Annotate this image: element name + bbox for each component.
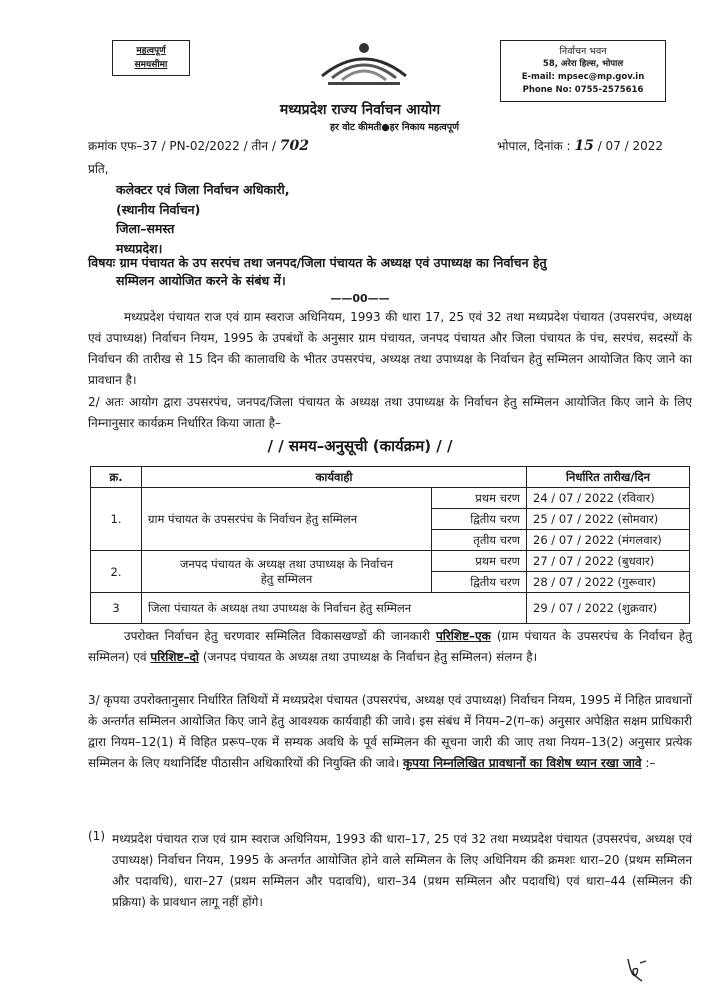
row2-no: 2. <box>91 551 142 593</box>
paragraph-1: मध्यप्रदेश पंचायत राज एवं ग्राम स्वराज अधिनियम, 1993 की धारा 17, 25 एवं 32 तथा मध्यप्रदेश पंचायत (उपसरपंच, अध्यक्ष एवं उपाध्यक्ष) निर्वाचन नियम, 1995 के उपबंधों के अनुसार ग्राम पंचायत, जनपद पंचायत और जिला पंचायत के पंच, सरपंच, सदस्यों के निर्वाचन की तारीख से 15 दिन की कालावधि के भीतर उपसरपंच, अध्यक्ष तथा उपाध्यक्ष के निर्वाचन हेतु सम्मिलन आयोजित किए जाने का प्रावधान है। <box>88 310 692 387</box>
priority-stamp <box>112 40 190 76</box>
header-date: निर्धारित तारीख/दिन <box>527 467 690 488</box>
row1-action: ग्राम पंचायत के उपसरपंच के निर्वाचन हेतु सम्मिलन <box>142 488 432 551</box>
prati: प्रति, <box>88 162 109 176</box>
addressee-line2: (स्थानीय निर्वाचन) <box>116 201 201 217</box>
date-handwritten: 15 <box>574 138 594 154</box>
row2-phase1: प्रथम चरण <box>432 551 527 572</box>
paragraph-3 <box>88 626 692 668</box>
row2-action <box>142 551 432 593</box>
row2-date1: 27 / 07 / 2022 (बुधवार) <box>527 551 690 572</box>
paragraph-4 <box>88 690 692 774</box>
subject <box>88 254 692 290</box>
signature-icon <box>622 955 652 989</box>
addr-building: निर्वाचन भवन <box>559 46 607 57</box>
ref-number-handwritten: 702 <box>279 138 309 154</box>
row1-no: 1. <box>91 488 142 551</box>
row2-action-line1: जनपद पंचायत के अध्यक्ष तथा उपाध्यक्ष के निर्वाचन <box>179 556 394 571</box>
table-header-row <box>91 467 690 488</box>
para4-a: 3/ कृपया उपरोक्तानुसार निर्धारित तिथियों में मध्यप्रदेश पंचायत (उपसरपंच, अध्यक्ष एवं उपाध्यक्ष) निर्वाचन नियम, 1995 में निहित प्रावधानों के अन्तर्गत सम्मिलन आयोजित किए जाने हेतु आवश्यक कार्यवाही की जावे। इस संबंध में नियम–2(ग–क) अनुसार अपेक्षित सक्षम प्राधिकारी द्वारा नियम–12(1) में विहित प्ररूप–एक में सम्यक अवधि के पूर्व सम्मिलन की सूचना जारी की जाए तथा नियम–13(2) अनुसार प्रत्येक सम्मिलन के लिए यथानिर्दिष्ट पीठासीन अधिकारियों की नियुक्ति की जावे। <box>88 693 692 770</box>
addressee-line3: जिला–समस्त <box>116 221 175 236</box>
schedule-title: / / समय–अनुसूची (कार्यक्रम) / / <box>267 437 453 455</box>
addr-email: E-mail: mpsec@mp.gov.in <box>521 72 645 82</box>
annexure-one: परिशिष्ट–एक <box>435 629 491 643</box>
table-row <box>91 488 690 509</box>
para4-c: :– <box>641 756 656 770</box>
separator: ——00—— <box>330 292 390 305</box>
para3-e: (जनपद पंचायत के अध्यक्ष तथा उपाध्यक्ष के निर्वाचन हेतु सम्मिलन) संलग्न है। <box>199 650 538 664</box>
org-name: मध्यप्रदेश राज्य निर्वाचन आयोग <box>279 102 441 118</box>
item1-num: (1) <box>88 829 105 843</box>
election-commission-logo <box>318 36 410 90</box>
place-date <box>497 137 663 154</box>
row3-no: 3 <box>91 593 142 624</box>
date-suffix: / 07 / 2022 <box>597 139 664 153</box>
row2-date2: 28 / 07 / 2022 (गुरूवार) <box>527 572 690 593</box>
paragraph-2: 2/ अतः आयोग द्वारा उपसरपंच, जनपद/जिला पंचायत के अध्यक्ष तथा उपाध्यक्ष के निर्वाचन हेतु सम्मिलन आयोजित किए जाने के लिए निम्नानुसार कार्यक्रम निर्धारित किया जाता है– <box>88 395 692 430</box>
row3-date: 29 / 07 / 2022 (शुक्रवार) <box>527 593 690 624</box>
special-attention: कृपया निम्नलिखित प्रावधानों का विशेष ध्यान रखा जावे <box>402 756 642 770</box>
row3-action: जिला पंचायत के अध्यक्ष तथा उपाध्यक्ष के निर्वाचन हेतु सम्मिलन <box>142 593 527 624</box>
row1-date2: 25 / 07 / 2022 (सोमवार) <box>527 509 690 530</box>
annexure-two: परिशिष्ट–दो <box>150 650 199 664</box>
org-tagline: हर वोट कीमती●हर निकाय महत्वपूर्ण <box>330 122 460 133</box>
subject-line1: ग्राम पंचायत के उप सरपंच तथा जनपद/जिला पंचायत के अध्यक्ष एवं उपाध्यक्ष का निर्वाचन हेतु <box>119 255 547 270</box>
subject-label: विषयः <box>88 255 116 270</box>
row2-action-line2: हेतु सम्मिलन <box>260 571 313 586</box>
ref-number-text: क्रमांक एफ–37 / PN-02/2022 / तीन / <box>88 139 276 153</box>
table-row <box>91 593 690 624</box>
row2-phase2: द्वितीय चरण <box>432 572 527 593</box>
row1-date1: 24 / 07 / 2022 (रविवार) <box>527 488 690 509</box>
addressee <box>116 180 289 258</box>
addressee-line4: मध्यप्रदेश। <box>116 240 163 256</box>
schedule-table <box>90 466 690 624</box>
para3-a: उपरोक्त निर्वाचन हेतु चरणवार सम्मिलित विकासखण्डों की जानकारी <box>124 629 436 643</box>
addressee-line1: कलेक्टर एवं जिला निर्वाचन अधिकारी, <box>116 182 290 197</box>
row1-phase2: द्वितीय चरण <box>432 509 527 530</box>
para3-c: (ग्राम पंचायत के उपसरपंच के निर्वाचन हेतु सम्मिलन) एवं <box>88 629 692 664</box>
item1-text: मध्यप्रदेश पंचायत राज एवं ग्राम स्वराज अधिनियम, 1993 की धारा–17, 25 एवं 32 तथा मध्यप्रदेश पंचायत (उपसरपंच, अध्यक्ष एवं उपाध्यक्ष) निर्वाचन नियम, 1995 के अन्तर्गत आयोजित होने वाले सम्मिलन के लिए अधिनियम की क्रमशः धारा–20 (प्रथम सम्मिलन और पदावधि), धारा–27 (प्रथम सम्मिलन और पदावधि), धारा–34 (प्रथम सम्मिलन और पदावधि) एवं धारा–44 (सम्मिलन की प्रक्रिया) के प्रावधान लागू नहीं होंगे। <box>112 832 692 909</box>
header-no: क्र. <box>91 467 142 488</box>
subject-line2: सम्मिलन आयोजित करने के संबंध में। <box>116 273 286 288</box>
stamp-line1: महत्वपूर्ण <box>136 46 166 56</box>
row1-date3: 26 / 07 / 2022 (मंगलवार) <box>527 530 690 551</box>
header-action: कार्यवाही <box>142 467 527 488</box>
row1-phase1: प्रथम चरण <box>432 488 527 509</box>
address-box <box>500 40 666 102</box>
place-date-prefix: भोपाल, दिनांक : <box>497 139 571 153</box>
table-row <box>91 551 690 572</box>
addr-street: 58, अरेरा हिल्स, भोपाल <box>542 59 624 69</box>
row1-phase3: तृतीय चरण <box>432 530 527 551</box>
addr-phone: Phone No: 0755-2575616 <box>522 85 644 95</box>
ref-number <box>88 137 309 154</box>
stamp-line2: समयसीमा <box>134 60 168 70</box>
